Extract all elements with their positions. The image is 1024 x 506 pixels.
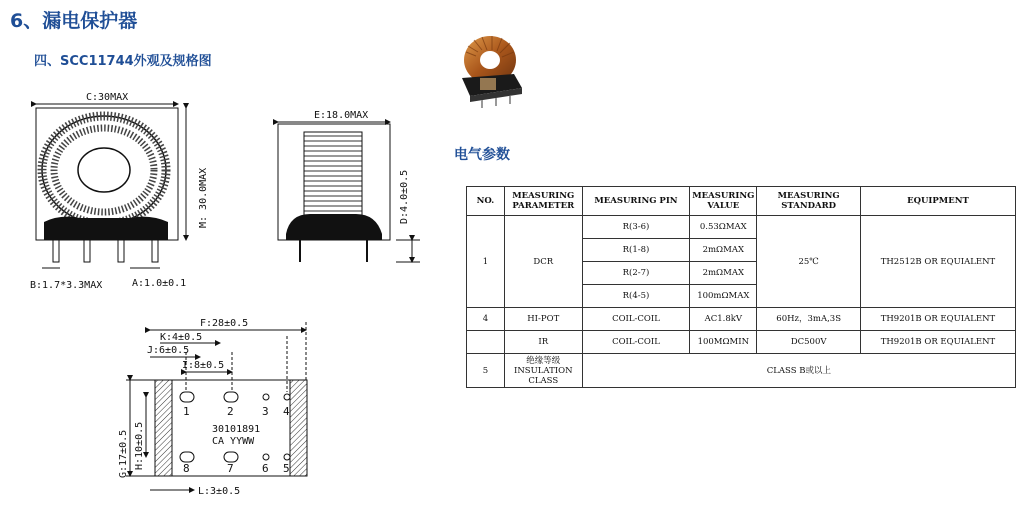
dim-g: G:17±0.5 — [118, 429, 129, 478]
drawing-subtitle: 四、SCC11744外观及规格图 — [34, 54, 212, 69]
pcb-footprint — [118, 318, 307, 497]
dim-h: H:10±0.5 — [134, 421, 145, 470]
col-header-equipment: EQUIPMENT — [860, 187, 1015, 216]
table-row — [467, 216, 1016, 239]
cell-value: 0.53ΩMAX — [690, 216, 757, 239]
cell-equipment: TH2512B OR EQUIALENT — [860, 216, 1015, 308]
col-header-standard: MEASURING STANDARD — [757, 187, 861, 216]
cell-standard: 25℃ — [757, 216, 861, 308]
pin-7-label: 7 — [227, 462, 234, 475]
dim-k: K:4±0.5 — [160, 332, 203, 343]
cell-value: AC1.8kV — [690, 308, 757, 331]
col-header-value: MEASURING VALUE — [690, 187, 757, 216]
cell-parameter: IR — [504, 331, 582, 354]
dimension-drawing — [0, 0, 450, 506]
dim-f: F:28±0.5 — [200, 318, 249, 329]
cell-parameter-cn: 绝缘等级 — [526, 355, 561, 366]
pin-3-label: 3 — [262, 405, 269, 418]
cell-insulation-value: CLASS B或以上 — [582, 354, 1015, 388]
cell-no: 1 — [467, 216, 505, 308]
dim-m: M: 30.0MAX — [198, 167, 209, 228]
col-header-no: NO. — [467, 187, 505, 216]
cell-parameter-en: INSULATION CLASS — [513, 365, 573, 386]
col-header-parameter: MEASURING PARAMETER — [504, 187, 582, 216]
dim-i: I:8±0.5 — [182, 360, 225, 371]
marking-line-1: 30101891 — [212, 424, 261, 435]
pin-6-label: 6 — [262, 462, 269, 475]
electrical-spec-table — [466, 186, 1016, 388]
table-header-row — [467, 187, 1016, 216]
cell-pin: COIL-COIL — [582, 331, 690, 354]
dim-c: C:30MAX — [86, 92, 129, 103]
cell-standard: DC500V — [757, 331, 861, 354]
cell-parameter — [504, 354, 582, 388]
cell-equipment: TH9201B OR EQUIALENT — [860, 308, 1015, 331]
electrical-parameters-heading: 电气参数 — [454, 147, 510, 163]
cell-parameter: HI-POT — [504, 308, 582, 331]
col-header-pin: MEASURING PIN — [582, 187, 690, 216]
cell-pin: COIL-COIL — [582, 308, 690, 331]
cell-pin: R(4-5) — [582, 285, 690, 308]
cell-pin: R(2-7) — [582, 262, 690, 285]
front-view — [30, 92, 209, 291]
pin-4-label: 4 — [283, 405, 290, 418]
cell-value: 100MΩMIN — [690, 331, 757, 354]
table-row — [467, 308, 1016, 331]
cell-equipment: TH9201B OR EQUIALENT — [860, 331, 1015, 354]
cell-parameter: DCR — [504, 216, 582, 308]
dim-b: B:1.7*3.3MAX — [30, 280, 103, 291]
cell-no: 4 — [467, 308, 505, 331]
cell-pin: R(3-6) — [582, 216, 690, 239]
table-row — [467, 354, 1016, 388]
dim-e: E:18.0MAX — [314, 110, 369, 121]
product-photo — [452, 30, 538, 110]
pin-5-label: 5 — [283, 462, 290, 475]
cell-pin: R(1-8) — [582, 239, 690, 262]
cell-value: 2mΩMAX — [690, 239, 757, 262]
cell-no: 5 — [467, 354, 505, 388]
side-view — [278, 110, 420, 262]
pin-1-label: 1 — [183, 405, 190, 418]
pin-8-label: 8 — [183, 462, 190, 475]
cell-standard: 60Hz，3mA,3S — [757, 308, 861, 331]
dim-d: D:4.0±0.5 — [399, 169, 410, 224]
page-title: 6、漏电保护器 — [10, 10, 138, 32]
pin-2-label: 2 — [227, 405, 234, 418]
cell-value: 2mΩMAX — [690, 262, 757, 285]
cell-value: 100mΩMAX — [690, 285, 757, 308]
marking-line-2: CA YYWW — [212, 436, 255, 447]
dim-j: J:6±0.5 — [147, 345, 190, 356]
cell-no — [467, 331, 505, 354]
dim-l: L:3±0.5 — [198, 486, 241, 497]
table-row — [467, 331, 1016, 354]
dim-a: A:1.0±0.1 — [132, 278, 187, 289]
